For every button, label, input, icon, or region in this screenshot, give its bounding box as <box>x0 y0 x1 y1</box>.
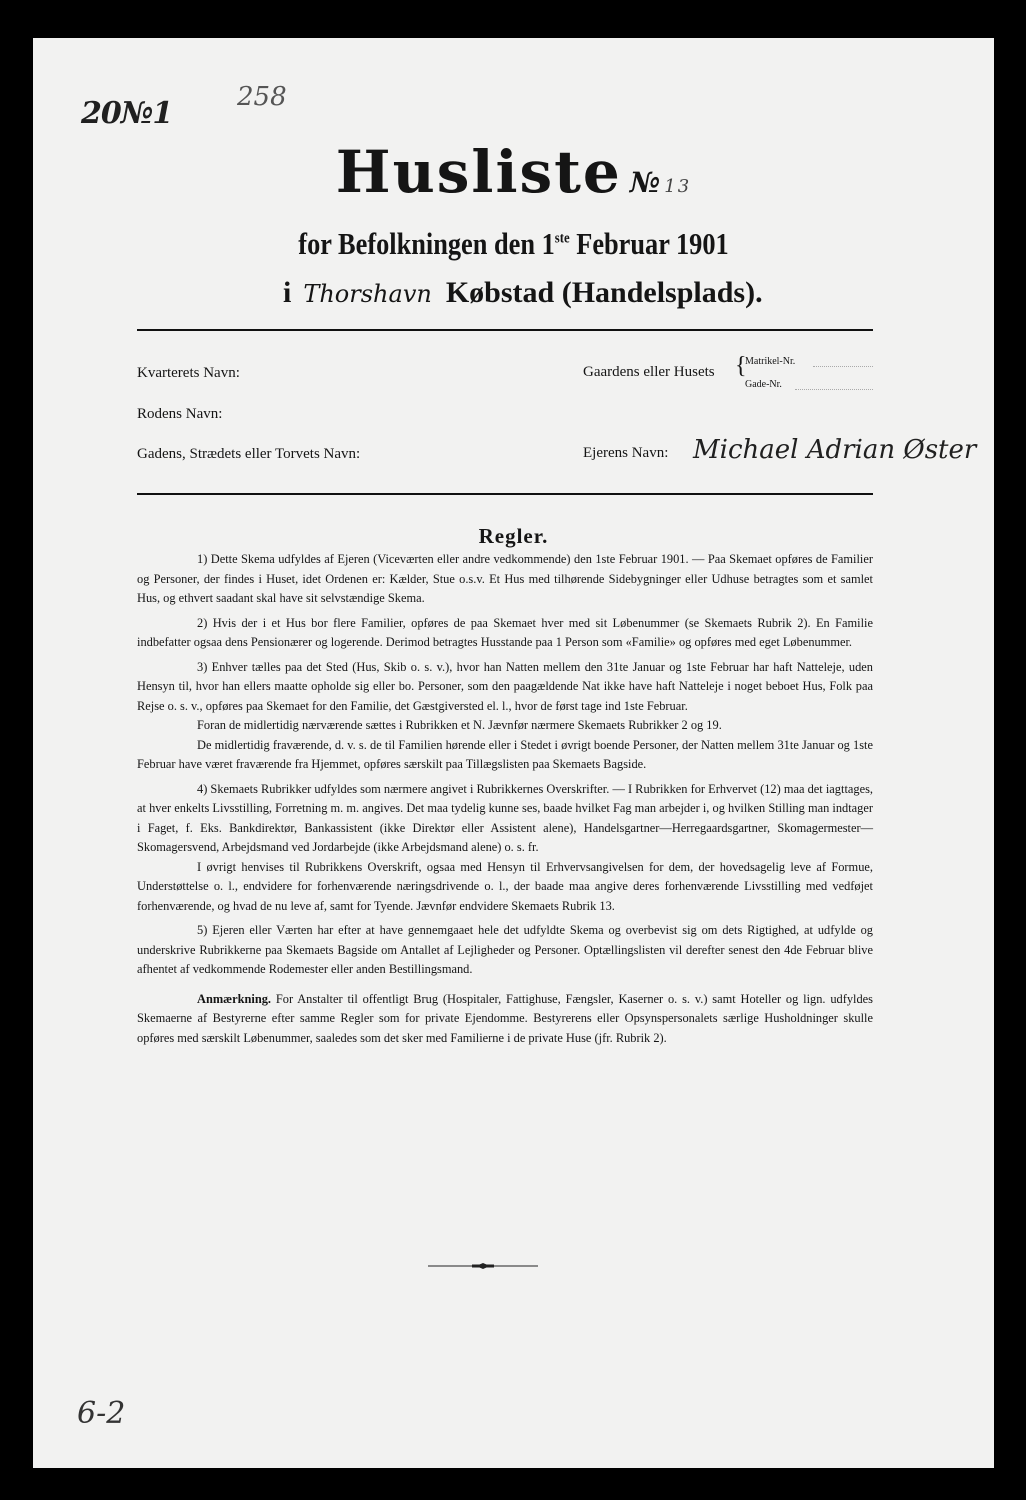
ornament-divider <box>428 1261 538 1271</box>
matrikel-blank <box>813 366 873 367</box>
gade-nr-label: Gade-Nr. <box>745 379 782 390</box>
middle-rule <box>137 493 873 495</box>
subtitle-year: Februar 1901 <box>569 226 729 261</box>
subtitle <box>105 226 922 262</box>
rule-4-note: I øvrigt henvises til Rubrikkens Overskrift, ogsaa med Hensyn til Erhvervsangivelsen for dem, der hovedsagelig leve af Formue, Understøttelse o. l., endvidere for forhenværende næringsdrivende o. l., der baade maa angive deres forhenværende Livsstilling med vedføjet forhenværende, og hvad de nu leve af, samt for Tyende. Jævnfør endvidere Skemaets Rubrik 13. <box>137 859 873 913</box>
rule-1: 1) Dette Skema udfyldes af Ejeren (Viceværten eller andre vedkommende) den 1ste Februar 1901. — Paa Skemaet opføres de Familier og Personer, der findes i Huset, idet Ordenen er: Kælder, Stue o.s.v. Et Hus med tilhørende Sidebygninger eller Udhuse betragtes som et samlet Hus, og ethvert saadant skal have sit selvstændige Skema. <box>137 552 873 605</box>
kvarter-label: Kvarterets Navn: <box>137 365 240 381</box>
place-suffix: Købstad (Handelsplads). <box>445 276 763 309</box>
annotation-text: For Anstalter til offentligt Brug (Hospitaler, Fattighuse, Fængsler, Kaserner o. s. v.) samt Hoteller og lign. udfyldes Skemaerne af Bestyrerne efter samme Regler som for private Ejendomme. Bestyrerens eller Opsynspersonalets særlige Husholdninger skulle opføres med særskilt Løbenummer, saaledes som det sker med Familierne i de private Huse (jfr. Rubrik 2). <box>137 991 873 1045</box>
rule-3-note-a: Foran de midlertidig nærværende sættes i Rubrikken et N. Jævnfør nærmere Skemaets Rubrikker 2 og 19. <box>197 718 722 732</box>
ejer-label: Ejerens Navn: <box>583 445 669 461</box>
roden-label: Rodens Navn: <box>137 406 223 422</box>
owner-name: Michael Adrian Øster <box>693 435 977 465</box>
annotation-label: Anmærkning. <box>197 991 272 1006</box>
archive-number: 258 <box>237 82 287 112</box>
annotation-note <box>137 990 873 1049</box>
page-title <box>33 138 994 206</box>
rules-body <box>137 550 873 1053</box>
matrikel-label: Matrikel-Nr. <box>745 356 796 367</box>
gaard-brace: { <box>735 353 747 379</box>
rules-heading: Regler. <box>478 524 549 548</box>
bottom-pencil-note: 6-2 <box>77 1396 126 1431</box>
subtitle-superscript: ste <box>554 230 570 247</box>
archive-reference: 20№1 <box>81 96 173 131</box>
census-form-page <box>33 38 994 1468</box>
gade-nr-blank <box>795 389 873 390</box>
top-rule <box>137 329 873 331</box>
rule-4: 4) Skemaets Rubrikker udfyldes som nærmere angivet i Rubrikkernes Overskrifter. — I Rubrikken for Erhvervet (12) maa det iagttages, at hver enkelts Livsstilling, Forretning m. m. angives. Det maa tydelig kunne ses, baade hvilket Fag man arbejder i, og hvilken Stilling man indtager i Faget, f. Eks. Bankdirektør, Bankassistent (ikke Direktør eller Assistent alene), Handelsgartner—Herregaardsgartner, Skomagermester—Skomagersvend, Arbejdsmand ved Jordarbejde (ikke Arbejdsmand alene) o. s. fr. <box>137 781 873 854</box>
rule-3-note-b: De midlertidig fraværende, d. v. s. de til Familien hørende eller i Stedet i øvrigt boende Personer, der Natten mellem 31te Januar og 1ste Februar have været fraværende fra Hjemmet, opføres særskilt paa Tillægslisten paa Skemaets Bagside. <box>137 737 873 771</box>
title-text: Husliste <box>335 138 622 206</box>
house-number: 13 <box>664 176 692 197</box>
gaard-label: Gaardens eller Husets <box>583 364 715 380</box>
rule-3: 3) Enhver tælles paa det Sted (Hus, Skib o. s. v.), hvor han Natten mellem den 31te Januar og 1ste Februar har haft Natteleje, uden Hensyn til, hvor han ellers maatte opholde sig eller bo. Personer, som den paagældende Nat ikke have haft Natteleje i noget beboet Hus, Folk paa Rejse o. s. v., opføres paa Skemaet for den Familie, det Gæstgiversted el. l., hvor de først tage ind 1ste Februar. <box>137 659 873 713</box>
place-line <box>283 276 763 310</box>
number-sign: № <box>629 166 663 199</box>
gaden-label: Gadens, Strædets eller Torvets Navn: <box>137 446 361 462</box>
rule-2: 2) Hvis der i et Hus bor flere Familier, opføres de paa Skemaet hver med sit Løbenummer (se Skemaets Rubrik 2). En Familie indbefatter ogsaa dens Pensionærer og logerende. Derimod betragtes Husstande paa 1 Person som «Familie» og opføres med eget Løbenummer. <box>137 615 873 649</box>
subtitle-text: for Befolkningen den 1 <box>298 226 555 261</box>
town-name: Thorshavn <box>303 280 432 308</box>
rule-5: 5) Ejeren eller Værten har efter at have gennemgaaet hele det udfyldte Skema og overbevist sig om dets Rigtighed, at udfylde og underskrive Rubrikkerne paa Skemaets Bagside om Antallet af Lejligheder og Personer. Optællingslisten vil derefter senest den 4de Februar blive afhentet af vedkommende Rodemester eller anden Bestillingsmand. <box>137 923 873 976</box>
place-prefix: i <box>283 276 292 309</box>
